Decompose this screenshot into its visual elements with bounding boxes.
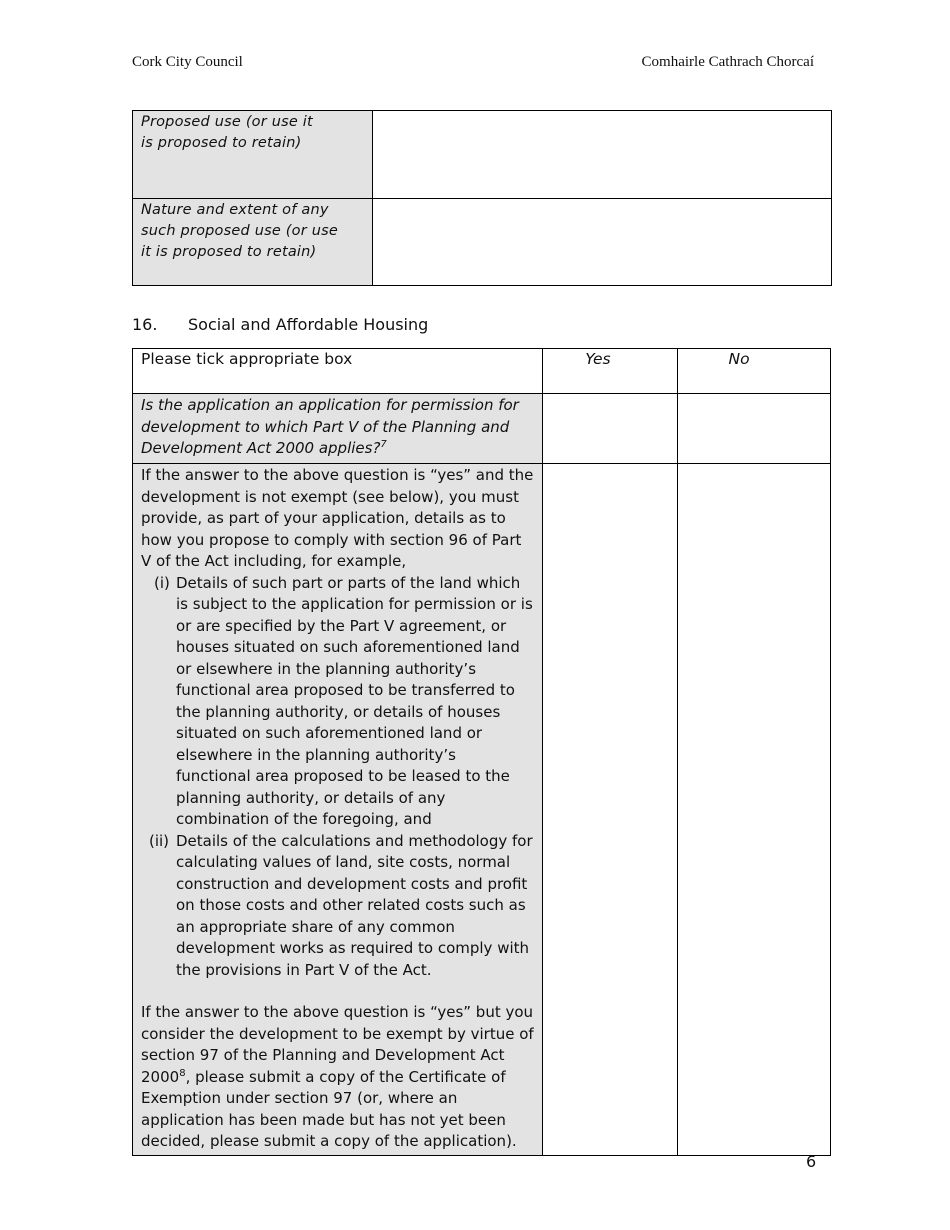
part-v-question-text: Is the application an application for permission for development to which Part V of the Planning and Development Act 2000 applies? bbox=[141, 396, 519, 457]
housing-table bbox=[132, 348, 831, 1156]
proposed-use-field[interactable] bbox=[373, 111, 832, 199]
list-item-text: Details of the calculations and methodology for calculating values of land, site costs, normal construction and development costs and profit on those costs and other related costs such as an appropriate share of any common development works as required to comply with the provisions in Part V of the Act. bbox=[176, 831, 533, 979]
proposed-use-label: Proposed use (or use it is proposed to retain) bbox=[133, 111, 373, 199]
list-item-text: Details of such part or parts of the land which is subject to the application for permission or is or are specified by the Part V agreement, or houses situated on such aforementioned land or elsewhere in the planning authority’s functional area proposed to be transferred to the planning authority, or details of houses situated on such aforementioned land or elsewhere in the planning authority’s functional area proposed to be leased to the planning authority, or details of any combination of the foregoing, and bbox=[176, 573, 533, 828]
instructions-intro: If the answer to the above question is “yes” and the development is not exempt (see below), you must provide, as part of your application, details as to how you propose to comply with section 96 of Part V of the Act including, for example, bbox=[141, 466, 534, 570]
part-v-no-box[interactable] bbox=[678, 394, 831, 464]
footnote-ref: 7 bbox=[380, 439, 387, 450]
exemption-text-start: If the answer to the above question is “yes” but you consider the development to be exempt by virtue of section 97 of the Planning and Development Act 2000 bbox=[141, 1003, 534, 1086]
part-v-yes-box[interactable] bbox=[543, 394, 678, 464]
proposed-use-table bbox=[132, 110, 832, 286]
yes-column-header: Yes bbox=[543, 349, 678, 394]
section-number: 16. bbox=[132, 315, 158, 334]
table-row bbox=[133, 199, 832, 286]
instructions-no-cell bbox=[678, 464, 831, 1156]
section-heading bbox=[132, 315, 428, 334]
list-item bbox=[141, 573, 534, 831]
nature-extent-label: Nature and extent of any such proposed use (or use it is proposed to retain) bbox=[133, 199, 373, 286]
list-marker: (ii) bbox=[149, 831, 170, 850]
list-item bbox=[141, 831, 534, 982]
instructions-yes-cell bbox=[543, 464, 678, 1156]
header-council-name: Cork City Council bbox=[132, 54, 243, 70]
part-v-question bbox=[133, 394, 543, 464]
footnote-ref: 8 bbox=[179, 1067, 186, 1079]
table-row bbox=[133, 464, 831, 1156]
nature-extent-field[interactable] bbox=[373, 199, 832, 286]
header-council-name-irish: Comhairle Cathrach Chorcaí bbox=[641, 54, 814, 70]
exemption-instructions bbox=[141, 1002, 534, 1153]
table-row bbox=[133, 111, 832, 199]
no-column-header: No bbox=[678, 349, 831, 394]
exemption-text-end: , please submit a copy of the Certificate of Exemption under section 97 (or, where an application has been made but has not yet been decided, please submit a copy of the application). bbox=[141, 1067, 517, 1150]
table-header-row bbox=[133, 349, 831, 394]
tick-prompt: Please tick appropriate box bbox=[133, 349, 543, 394]
list-marker: (i) bbox=[154, 573, 170, 592]
table-row bbox=[133, 394, 831, 464]
part-v-instructions bbox=[133, 464, 543, 1156]
page-number: 6 bbox=[806, 1152, 817, 1171]
details-list bbox=[141, 573, 534, 982]
section-title: Social and Affordable Housing bbox=[188, 315, 429, 334]
